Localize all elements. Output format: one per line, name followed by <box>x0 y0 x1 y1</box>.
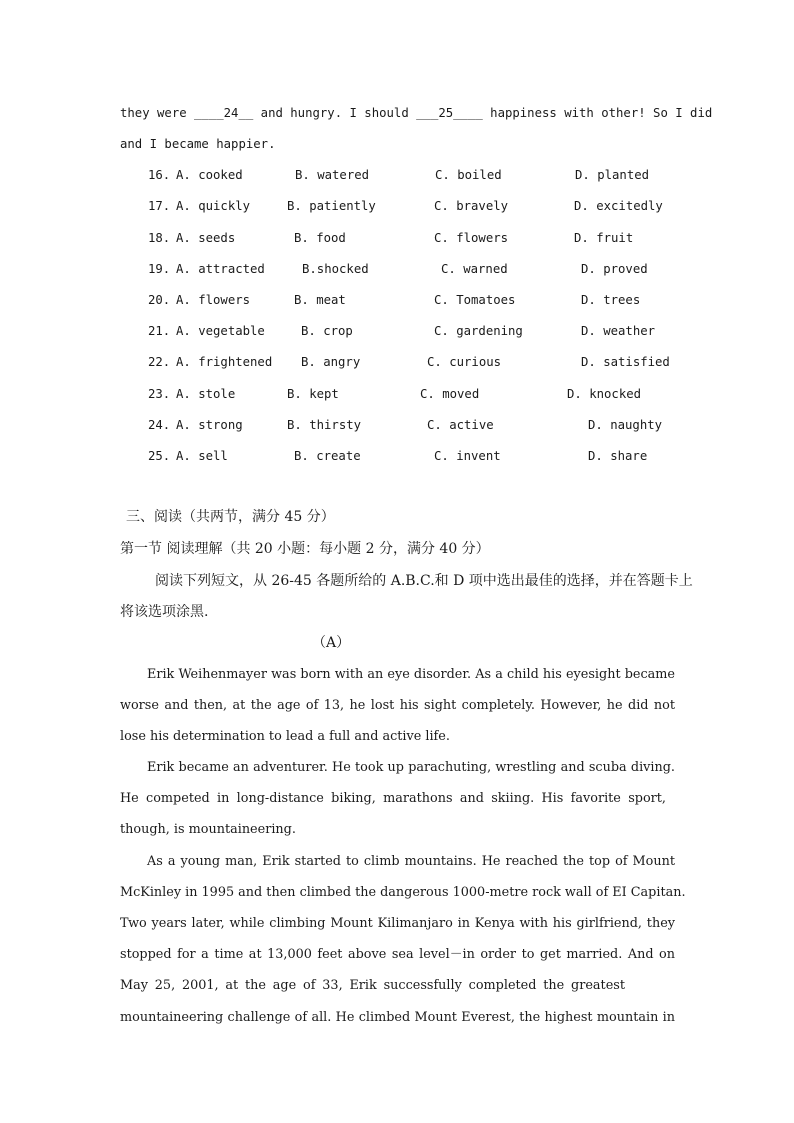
passage-line-8: McKinley in 1995 and then climbed the dangerous 1000-metre rock wall of EI Capitan. <box>120 885 686 900</box>
option-c: C. Tomatoes <box>434 293 516 307</box>
question-row-17 <box>0 198 794 214</box>
option-b: B. watered <box>295 168 370 182</box>
option-b: B.shocked <box>302 262 369 276</box>
question-number: 18. <box>148 231 171 245</box>
option-b: B. patiently <box>287 199 376 213</box>
question-number: 23. <box>148 387 171 401</box>
passage-line-11: May 25, 2001, at the age of 33, Erik successfully completed the greatest <box>120 978 625 993</box>
option-a: A. quickly <box>176 199 251 213</box>
passage-line-4: Erik became an adventurer. He took up parachuting, wrestling and scuba diving. <box>147 760 675 775</box>
question-row-19 <box>0 261 794 277</box>
option-d: D. excitedly <box>574 199 663 213</box>
passage-line-2: worse and then, at the age of 13, he lost his sight completely. However, he did not <box>120 698 675 713</box>
option-a: A. strong <box>176 418 243 432</box>
question-number: 19. <box>148 262 171 276</box>
option-b: B. create <box>294 449 361 463</box>
intro-line-2: and I became happier. <box>120 137 276 151</box>
question-row-21 <box>0 323 794 339</box>
option-a: A. seeds <box>176 231 236 245</box>
section-subheading: 第一节 阅读理解（共 20 小题：每小题 2 分，满分 40 分） <box>120 541 490 557</box>
option-d: D. planted <box>575 168 650 182</box>
passage-line-6: though, is mountaineering. <box>120 822 296 837</box>
question-number: 17. <box>148 199 171 213</box>
option-c: C. flowers <box>434 231 509 245</box>
question-number: 21. <box>148 324 171 338</box>
option-c: C. bravely <box>434 199 509 213</box>
option-c: C. invent <box>434 449 501 463</box>
question-number: 24. <box>148 418 171 432</box>
option-b: B. angry <box>301 355 361 369</box>
intro-line-1: they were ____24__ and hungry. I should ___25____ happiness with other! So I did <box>120 106 713 120</box>
question-row-16 <box>0 167 794 183</box>
passage-line-5: He competed in long-distance biking, marathons and skiing. His favorite sport, <box>120 791 666 806</box>
option-d: D. fruit <box>574 231 634 245</box>
option-c: C. moved <box>420 387 480 401</box>
option-a: A. attracted <box>176 262 265 276</box>
question-number: 16. <box>148 168 171 182</box>
question-row-20 <box>0 292 794 308</box>
option-a: A. vegetable <box>176 324 265 338</box>
option-a: A. frightened <box>176 355 273 369</box>
question-row-23 <box>0 386 794 402</box>
passage-line-3: lose his determination to lead a full and active life. <box>120 729 450 744</box>
option-d: D. naughty <box>588 418 663 432</box>
question-number: 20. <box>148 293 171 307</box>
option-d: D. proved <box>581 262 648 276</box>
question-row-25 <box>0 448 794 464</box>
passage-label: （A） <box>312 635 351 651</box>
option-d: D. knocked <box>567 387 642 401</box>
option-c: C. curious <box>427 355 502 369</box>
passage-line-7: As a young man, Erik started to climb mountains. He reached the top of Mount <box>147 854 675 869</box>
question-number: 25. <box>148 449 171 463</box>
question-number: 22. <box>148 355 171 369</box>
instruction-line-2: 将该选项涂黑. <box>120 604 209 620</box>
option-a: A. flowers <box>176 293 251 307</box>
option-a: A. cooked <box>176 168 243 182</box>
question-row-18 <box>0 230 794 246</box>
option-b: B. kept <box>287 387 339 401</box>
question-row-24 <box>0 417 794 433</box>
question-row-22 <box>0 354 794 370</box>
option-b: B. food <box>294 231 346 245</box>
option-b: B. crop <box>301 324 353 338</box>
passage-line-12: mountaineering challenge of all. He climbed Mount Everest, the highest mountain in <box>120 1010 675 1025</box>
option-c: C. warned <box>441 262 508 276</box>
option-d: D. share <box>588 449 648 463</box>
option-a: A. stole <box>176 387 236 401</box>
passage-line-10: stopped for a time at 13,000 feet above sea level－in order to get married. And on <box>120 947 675 962</box>
instruction-line-1: 阅读下列短文，从 26-45 各题所给的 A.B.C.和 D 项中选出最佳的选择，并在答题卡上 <box>155 573 693 589</box>
option-c: C. gardening <box>434 324 523 338</box>
passage-line-9: Two years later, while climbing Mount Kilimanjaro in Kenya with his girlfriend, they <box>120 916 675 931</box>
option-b: B. meat <box>294 293 346 307</box>
option-c: C. boiled <box>435 168 502 182</box>
option-d: D. trees <box>581 293 641 307</box>
option-d: D. weather <box>581 324 656 338</box>
passage-line-1: Erik Weihenmayer was born with an eye disorder. As a child his eyesight became <box>147 667 675 682</box>
option-a: A. sell <box>176 449 228 463</box>
option-d: D. satisfied <box>581 355 670 369</box>
section-heading: 三、阅读（共两节，满分 45 分） <box>126 509 335 525</box>
option-c: C. active <box>427 418 494 432</box>
option-b: B. thirsty <box>287 418 362 432</box>
